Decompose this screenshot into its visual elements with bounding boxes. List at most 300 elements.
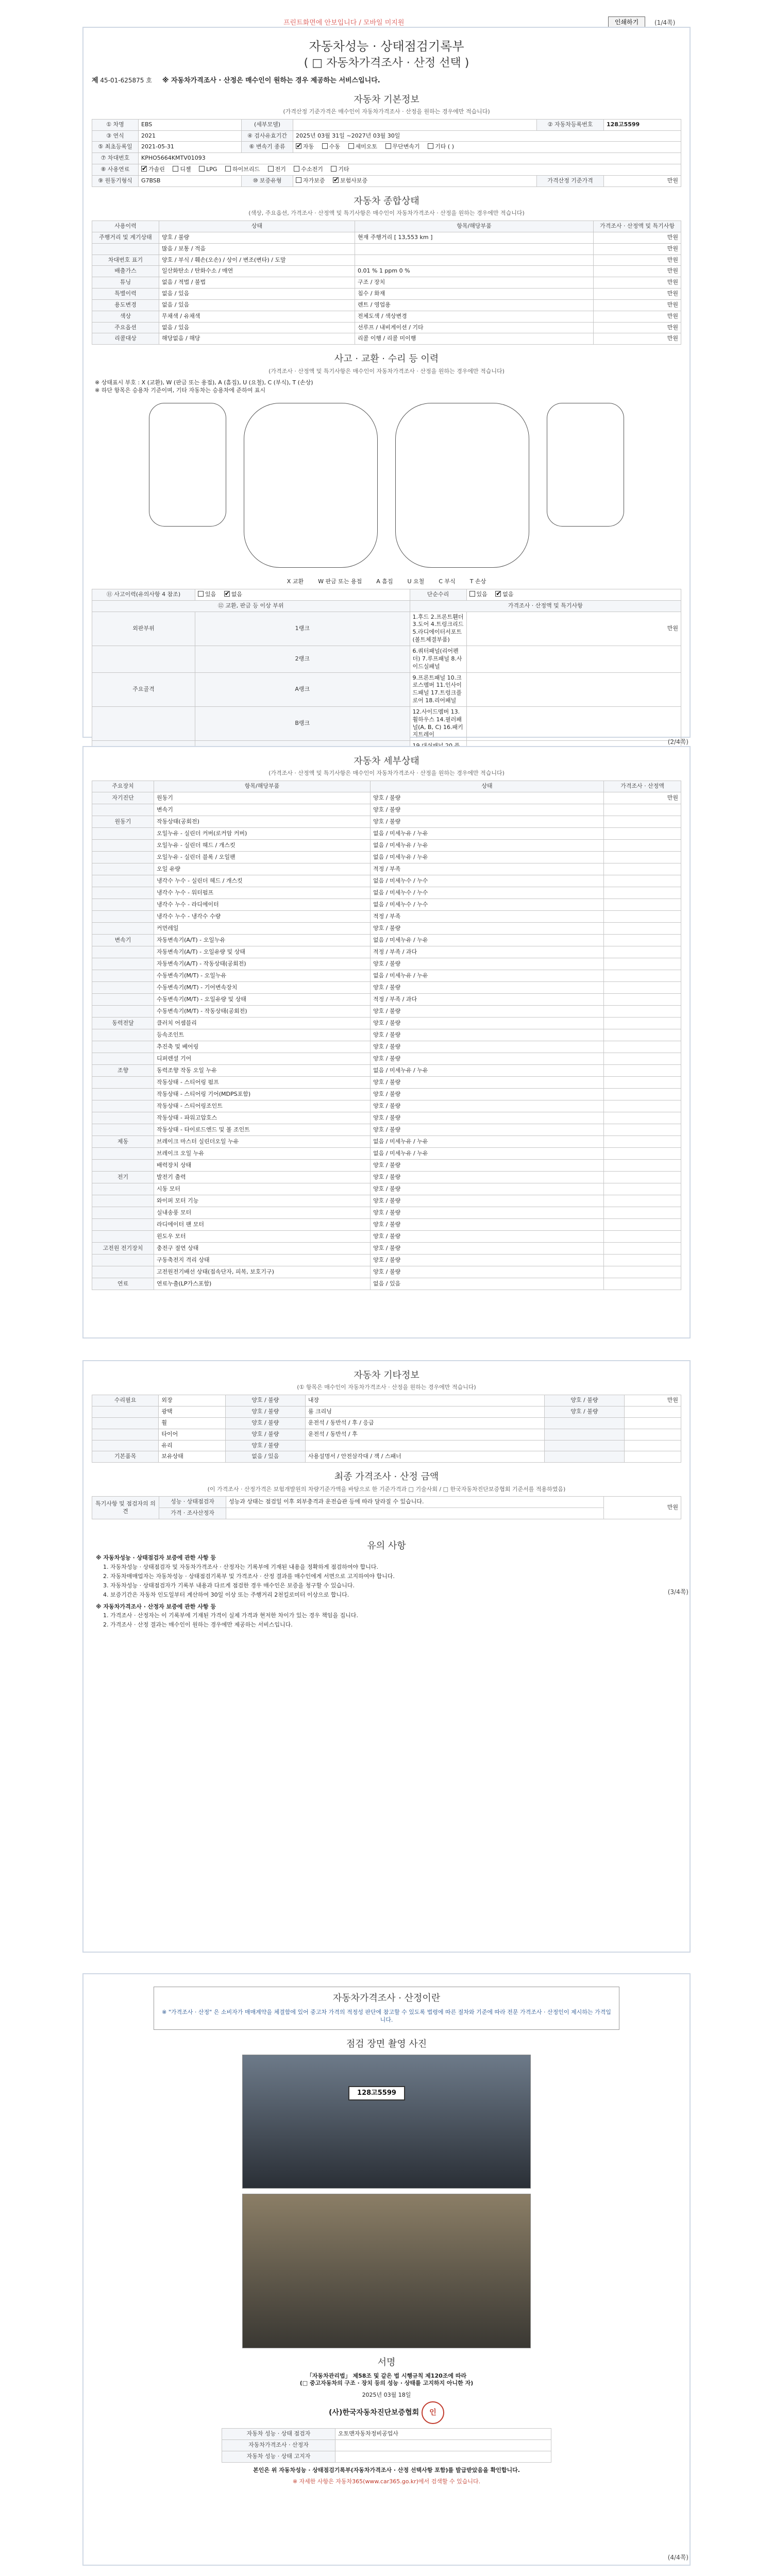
label-inspector: 성능 · 상태점검자 (159, 1497, 226, 1508)
opt-cvt: 무단변속기 (392, 143, 420, 150)
doc-number-row (92, 76, 681, 86)
label-car-name: ① 차명 (92, 119, 139, 130)
detail-cell (604, 875, 681, 887)
overall-cell (92, 243, 159, 255)
rank-items: 12.사이드멤버 13.휠하우스 14.필러패널(A, B, C) 16.패키지트레이 (410, 706, 466, 740)
detail-cell: 자동변속기(A/T) - 작동상태(공회전) (154, 958, 371, 970)
detail-cell (604, 1088, 681, 1100)
overall-cell: 많음 / 보통 / 적음 (159, 243, 355, 255)
overall-table (92, 221, 681, 345)
table-row (92, 706, 681, 740)
table-row (92, 255, 681, 266)
info-box-text: ※ "가격조사 · 산정" 은 소비자가 매매계약을 체결함에 있어 중고차 가격의 적정성 판단에 참고할 수 있도록 법령에 따른 절차와 기준에 따라 전문 가격조사 · 산정인이 제시하는 가격입니다. (162, 2009, 611, 2024)
table-row (92, 266, 681, 277)
detail-cell: 와이퍼 모터 기능 (154, 1195, 371, 1207)
rank-label: B랭크 (195, 706, 410, 740)
table-row (92, 1159, 681, 1171)
checkbox-icon (225, 166, 231, 172)
detail-cell (604, 1100, 681, 1112)
detail-cell: 양호 / 불량 (371, 1124, 604, 1136)
detail-cell: 자동변속기(A/T) - 오일유량 및 상태 (154, 946, 371, 958)
detail-cell: 윈도우 모터 (154, 1230, 371, 1242)
checkbox-icon (348, 143, 354, 149)
detail-cell: 디퍼렌셜 기어 (154, 1053, 371, 1064)
detail-cell: 변속기 (154, 804, 371, 816)
table-row (92, 1254, 681, 1266)
detail-cell: 수동변속기(M/T) - 오일유량 및 상태 (154, 993, 371, 1005)
rank-group (92, 706, 195, 740)
detail-cell: 없음 / 미세누유 / 누유 (371, 827, 604, 839)
detail-cell: 등속조인트 (154, 1029, 371, 1041)
sign-value (335, 2439, 551, 2451)
transmission-options (293, 142, 681, 153)
signature-footer: 본인은 위 자동차성능 · 상태점검기록부(자동차가격조사 · 산정 선택사항 포함)를 발급받았음을 확인합니다. (253, 2466, 520, 2473)
overall-cell: 무채색 / 유채색 (159, 311, 355, 322)
checkbox-icon (268, 166, 274, 172)
table-row (92, 1088, 681, 1100)
overall-title: 자동차 종합상태 (354, 195, 419, 207)
legend-item: W 판금 또는 용접 (318, 578, 362, 585)
other-cell: 양호 / 불량 (225, 1429, 305, 1440)
overall-cell: 만원 (594, 277, 681, 289)
car-frame-diagram (395, 403, 529, 568)
detail-cell: 양호 / 불량 (371, 1029, 604, 1041)
table-row (92, 1395, 681, 1406)
diagram-legend (92, 578, 681, 586)
detail-cell: 클러치 어셈블리 (154, 1017, 371, 1029)
detail-cell: 고전원 전기장치 (92, 1242, 154, 1254)
other-cell (544, 1429, 624, 1440)
detail-cell (604, 1183, 681, 1195)
table-row (92, 1076, 681, 1088)
table-row (92, 1029, 681, 1041)
label-transmission: ⑥ 변속기 종류 (242, 142, 293, 153)
col-header: 상태 (159, 221, 355, 232)
value-final-amount: 만원 (604, 1497, 681, 1519)
detail-cell (92, 1183, 154, 1195)
rank-price: 만원 (466, 612, 681, 646)
sign-value: 오토맨자동차정비공업사 (335, 2429, 551, 2440)
overall-cell: 배출가스 (92, 266, 159, 277)
notice-title: 유의 사항 (367, 1540, 406, 1552)
detail-cell: 추진축 및 베어링 (154, 1041, 371, 1053)
detail-cell: 없음 / 미세누유 / 누유 (371, 1136, 604, 1147)
rank-group (92, 646, 195, 672)
detail-cell: 양호 / 불량 (371, 1195, 604, 1207)
detail-cell: 양호 / 불량 (371, 922, 604, 934)
overall-cell: 만원 (594, 243, 681, 255)
detail-cell (92, 804, 154, 816)
detail-cell: 양호 / 불량 (371, 1005, 604, 1017)
detail-cell (92, 875, 154, 887)
detail-cell: 없음 / 있음 (371, 1278, 604, 1290)
table-row (92, 899, 681, 910)
basic-info-note: (가격산정 기준가격은 매수인이 자동차가격조사 · 산정을 원하는 경우에만 적습니다) (283, 108, 490, 115)
value-vin: KPHO5664KMTV01093 (139, 153, 681, 164)
detail-cell (92, 839, 154, 851)
table-row (92, 922, 681, 934)
table-row (92, 970, 681, 981)
notice-section-2 (92, 1601, 681, 1632)
rank-label: 2랭크 (195, 646, 410, 672)
detail-cell (604, 958, 681, 970)
detail-cell (604, 993, 681, 1005)
detail-cell (604, 946, 681, 958)
table-row (92, 612, 681, 646)
doc-no-label: 제 (92, 77, 98, 85)
col-header: 항목/해당부품 (355, 221, 594, 232)
opt-accident: 있음 (205, 590, 216, 598)
other-price (625, 1406, 681, 1417)
inspection-photo-under (242, 2194, 531, 2348)
detail-cell (604, 1017, 681, 1029)
detail-cell: 냉각수 누수 - 라디에이터 (154, 899, 371, 910)
detail-cell (92, 1088, 154, 1100)
opt-fuel: LPG (206, 166, 217, 173)
basic-info-title: 자동차 기본정보 (354, 94, 419, 105)
detail-cell (604, 981, 681, 993)
table-row (92, 1242, 681, 1254)
checkbox-icon (333, 177, 339, 183)
detail-cell: 양호 / 불량 (371, 1171, 604, 1183)
detail-cell: 작동상태 - 파워고압호스 (154, 1112, 371, 1124)
overall-cell: 만원 (594, 322, 681, 333)
other-cell: 양호 / 불량 (225, 1440, 305, 1451)
table-row (92, 1053, 681, 1064)
detail-cell: 양호 / 불량 (371, 1017, 604, 1029)
overall-cell: 구조 / 장치 (355, 277, 594, 289)
fuel-options (139, 164, 681, 176)
detail-cell: 냉각수 누수 - 실린더 헤드 / 개스킷 (154, 875, 371, 887)
other-table (92, 1395, 681, 1463)
other-title: 자동차 기타정보 (354, 1370, 419, 1381)
detail-cell (92, 887, 154, 899)
overall-cell: 선루프 / 내비게이션 / 기타 (355, 322, 594, 333)
detail-cell: 양호 / 불량 (371, 1159, 604, 1171)
final-title: 최종 가격조사 · 산정 금액 (334, 1471, 439, 1483)
photos-title: 점검 장면 촬영 사진 (346, 2038, 427, 2049)
detail-cell: 작동상태 - 스티어링 기어(MDPS포함) (154, 1088, 371, 1100)
detail-cell (92, 863, 154, 875)
other-cell: 양호 / 불량 (225, 1395, 305, 1406)
sign-label: 자동차 성능 · 상태 점검자 (222, 2429, 335, 2440)
overall-cell: 만원 (594, 266, 681, 277)
detail-cell: 자동변속기(A/T) - 오일누유 (154, 934, 371, 946)
table-row (92, 1183, 681, 1195)
table-row (92, 243, 681, 255)
col-header: 항목/해당부품 (154, 781, 371, 792)
table-row (92, 839, 681, 851)
table-row (92, 333, 681, 345)
table-row (92, 863, 681, 875)
col-header: 주요장치 (92, 781, 154, 792)
other-cell: 기본품목 (92, 1451, 159, 1463)
detail-cell: 원동기 (154, 792, 371, 804)
checkbox-icon (141, 166, 147, 172)
other-price (625, 1429, 681, 1440)
detail-cell (604, 1029, 681, 1041)
detail-cell: 적정 / 부족 / 과다 (371, 993, 604, 1005)
overall-cell: 양호 / 불량 (159, 232, 355, 243)
table-row (92, 804, 681, 816)
detail-cell (604, 1005, 681, 1017)
detail-cell: 연료누출(LP가스포함) (154, 1278, 371, 1290)
opt-warranty: 자가보증 (303, 177, 325, 184)
detail-cell: 양호 / 불량 (371, 792, 604, 804)
overall-cell: 양호 / 부식 / 훼손(오손) / 상이 / 변조(변타) / 도말 (159, 255, 355, 266)
detail-cell (604, 1242, 681, 1254)
other-cell: 보유상태 (159, 1451, 225, 1463)
detail-cell: 작동상태 - 스티어링조인트 (154, 1100, 371, 1112)
label-simple-repair: 단순수리 (410, 589, 466, 600)
final-note: (이 가격조사 · 산정가격은 보험개발원의 차량기준가액을 바탕으로 한 기준가격과 □ 기술사회 / □ 한국자동차진단보증협회 기준서를 적용하였음) (207, 1485, 566, 1493)
overall-cell: 렌트 / 영업용 (355, 299, 594, 311)
table-row (92, 958, 681, 970)
table-row (92, 311, 681, 322)
detail-table (92, 781, 681, 1290)
simple-options (466, 589, 681, 600)
value-appraiser-opinion (226, 1508, 604, 1519)
detail-cell (92, 958, 154, 970)
label-accident: ⑪ 사고이력(유의사항 4 참조) (92, 589, 195, 600)
opt-warranty: 보험사보증 (340, 177, 368, 184)
table-row (92, 1207, 681, 1218)
detail-cell (92, 910, 154, 922)
detail-cell (92, 851, 154, 863)
accident-options (195, 589, 410, 600)
overall-cell: 차대번호 표기 (92, 255, 159, 266)
doc-title: 자동차성능 · 상태점검기록부 (309, 39, 464, 54)
legend-item: X 교환 (287, 578, 304, 585)
detail-cell: 조향 (92, 1064, 154, 1076)
detail-cell (604, 1218, 681, 1230)
table-row (92, 827, 681, 839)
checkbox-icon (469, 591, 475, 597)
sign-value (335, 2451, 551, 2462)
table-row (92, 981, 681, 993)
detail-cell: 없음 / 미세누유 / 누유 (371, 839, 604, 851)
notice-heading: ※ 자동차성능 · 상태점검자 보증에 관한 사항 등 (96, 1554, 216, 1562)
table-row (92, 1041, 681, 1053)
detail-cell: 동력조향 작동 오일 누유 (154, 1064, 371, 1076)
detail-cell (604, 1124, 681, 1136)
value-inspection-valid: 2025년 03월 31일 ~2027년 03월 30일 (293, 130, 681, 142)
detail-cell: 배력장치 상태 (154, 1159, 371, 1171)
accident-note: (가격조사 · 산정액 및 특기사항은 매수인이 자동차가격조사 · 산정을 원하는 경우에만 적습니다) (268, 367, 505, 375)
value-plate: 128고5599 (604, 119, 681, 130)
table-row (92, 1005, 681, 1017)
table-row (92, 277, 681, 289)
overall-cell: 색상 (92, 311, 159, 322)
detail-cell (604, 1076, 681, 1088)
rank-items: 9.프론트패널 10.크로스멤버 11.인사이드패널 17.트렁크플로어 18.리어패널 (410, 672, 466, 706)
table-row (92, 1124, 681, 1136)
legend-item: A 흠집 (376, 578, 393, 585)
detail-cell (604, 839, 681, 851)
checkbox-icon (296, 177, 301, 183)
opt-fuel: 디젤 (180, 166, 191, 173)
legend-note-2: ※ 하단 항목은 승용차 기준이며, 기타 자동차는 승용차에 준하여 표시 (95, 387, 266, 394)
detail-cell: 변속기 (92, 934, 154, 946)
table-row (92, 646, 681, 672)
overall-note: (색상, 주요옵션, 가격조사 · 산정액 및 특기사항은 매수인이 자동차가격조사 · 산정을 원하는 경우에만 적습니다) (248, 210, 525, 217)
car-diagram (92, 396, 681, 575)
detail-cell: 양호 / 불량 (371, 816, 604, 827)
table-row (92, 792, 681, 804)
signature-company: (사)한국자동차진단보증협회 (329, 2409, 419, 2417)
col-header: 사용이력 (92, 221, 159, 232)
detail-cell: 오일누유 - 실린더 헤드 / 개스킷 (154, 839, 371, 851)
other-price (625, 1417, 681, 1429)
detail-cell (604, 1254, 681, 1266)
checkbox-icon (322, 143, 328, 149)
overall-cell: 침수 / 화재 (355, 289, 594, 300)
other-cell (544, 1451, 624, 1463)
record-card-2 (82, 738, 691, 1338)
overall-cell: 만원 (594, 232, 681, 243)
table-row (92, 1064, 681, 1076)
detail-cell: 양호 / 불량 (371, 1053, 604, 1064)
detail-note: (가격조사 · 산정액 및 특기사항은 매수인이 자동차가격조사 · 산정을 원하는 경우에만 적습니다) (268, 770, 505, 777)
other-cell (92, 1429, 159, 1440)
info-box (154, 1987, 619, 2030)
detail-cell (604, 887, 681, 899)
detail-cell (604, 934, 681, 946)
rank-items: 1.후드 2.프론트휀더 3.도어 4.트렁크리드 5.라디에이터서포트(볼트체결부품) (410, 612, 466, 646)
checkbox-icon (198, 591, 204, 597)
label-year: ③ 연식 (92, 130, 139, 142)
table-row (92, 232, 681, 243)
other-note: (① 항목은 매수인이 자동차가격조사 · 산정을 원하는 경우에만 적습니다) (297, 1384, 476, 1391)
notice-heading: ※ 자동차가격조사 · 산정자 보증에 관한 사항 등 (96, 1603, 216, 1610)
detail-cell (604, 1278, 681, 1290)
detail-cell: 작동상태 - 스티어링 펌프 (154, 1076, 371, 1088)
detail-cell (604, 1230, 681, 1242)
label-opinion: 특기사항 및 점검자의 의견 (92, 1497, 159, 1519)
col-header: 상태 (371, 781, 604, 792)
detail-cell: 오일누유 - 실린더 커버(로커암 커버) (154, 827, 371, 839)
table-row (92, 946, 681, 958)
rank-group: 외판부위 (92, 612, 195, 646)
label-accident-price: 가격조사 · 산정액 및 특기사항 (410, 600, 681, 612)
table-row (92, 1440, 681, 1451)
license-plate: 128고5599 (348, 2086, 405, 2100)
overall-cell: 만원 (594, 255, 681, 266)
detail-cell: 작동상태 - 타이로드엔드 및 볼 조인트 (154, 1124, 371, 1136)
overall-cell: 주행거리 및 계기상태 (92, 232, 159, 243)
other-cell: 양호 / 불량 (544, 1406, 624, 1417)
detail-cell: 전기 (92, 1171, 154, 1183)
detail-cell (92, 1005, 154, 1017)
other-cell: 광택 (159, 1406, 225, 1417)
label-repair: ⑫ 교환, 판금 등 이상 부위 (92, 600, 410, 612)
detail-title: 자동차 세부상태 (354, 756, 419, 767)
checkbox-icon (199, 166, 205, 172)
other-cell: 양호 / 불량 (544, 1395, 624, 1406)
value-year: 2021 (139, 130, 242, 142)
detail-cell (604, 804, 681, 816)
table-row (92, 1195, 681, 1207)
detail-cell: 라디에이터 팬 모터 (154, 1218, 371, 1230)
other-cell (92, 1417, 159, 1429)
opt-other: 기타 ( ) (435, 143, 455, 150)
table-row (92, 1266, 681, 1278)
detail-cell: 양호 / 불량 (371, 804, 604, 816)
record-card-1 (82, 27, 691, 738)
rank-label: A랭크 (195, 672, 410, 706)
label-detail-model: (세부모델) (242, 119, 293, 130)
inspection-photo-front (242, 2055, 531, 2189)
rank-price (466, 646, 681, 672)
top-bar (82, 0, 691, 27)
detail-cell (604, 910, 681, 922)
overall-cell: 일산화탄소 / 탄화수소 / 매연 (159, 266, 355, 277)
value-inspector-opinion: 성능과 상태는 점검일 이후 외부충격과 운전습관 등에 따라 달라질 수 있습니다. (226, 1497, 604, 1508)
overall-cell: 주요옵션 (92, 322, 159, 333)
notice-item: 1. 가격조사 · 산정자는 이 기록부에 기재된 가격이 실제 가격과 현저한 차이가 있는 경우 책임을 집니다. (110, 1612, 677, 1620)
other-price (625, 1440, 681, 1451)
signature-law-2: (□ 중고자동차의 구조 · 장치 등의 성능 · 상태를 고지하지 아니한 자) (299, 2380, 474, 2387)
detail-cell: 구동축전지 격리 상태 (154, 1254, 371, 1266)
notice-item: 4. 보증기간은 자동차 인도일부터 계산하여 30일 이상 또는 주행거리 2천킬로미터 이상으로 합니다. (110, 1591, 677, 1599)
detail-cell (92, 981, 154, 993)
table-row (92, 851, 681, 863)
detail-cell (92, 1159, 154, 1171)
detail-cell: 자기진단 (92, 792, 154, 804)
detail-cell: 충전구 절연 상태 (154, 1242, 371, 1254)
print-button[interactable]: 인쇄하기 (608, 16, 645, 28)
car-side-left-diagram (149, 403, 226, 527)
opt-fuel: 수소전기 (301, 166, 323, 173)
detail-cell: 만원 (604, 792, 681, 804)
legend-item: U 요철 (407, 578, 425, 585)
seal-stamp: 인 (422, 2401, 444, 2424)
detail-cell: 양호 / 불량 (371, 1242, 604, 1254)
other-cell: 내장 (305, 1395, 544, 1406)
page-number: (1/4쪽) (654, 19, 676, 26)
detail-cell (92, 1230, 154, 1242)
detail-cell: 연료 (92, 1278, 154, 1290)
detail-cell (92, 1029, 154, 1041)
detail-cell (92, 1147, 154, 1159)
legend-item: T 손상 (469, 578, 486, 585)
table-row (92, 322, 681, 333)
other-price (625, 1451, 681, 1463)
overall-cell: 리콜대상 (92, 333, 159, 345)
detail-cell: 양호 / 불량 (371, 1207, 604, 1218)
detail-cell: 양호 / 불량 (371, 1218, 604, 1230)
opt-fuel: 가솔린 (148, 166, 165, 173)
table-row (92, 875, 681, 887)
detail-cell: 수동변속기(M/T) - 기어변속장치 (154, 981, 371, 993)
warranty-options (293, 175, 537, 187)
overall-cell: 현재 주행거리 [ 13,553 km ] (355, 232, 594, 243)
detail-cell (604, 827, 681, 839)
page-number: (2/4쪽) (667, 738, 688, 745)
label-warranty: ⑩ 보증유형 (242, 175, 293, 187)
detail-cell (604, 1207, 681, 1218)
other-cell: 수리필요 (92, 1395, 159, 1406)
overall-cell (355, 243, 594, 255)
detail-cell: 없음 / 미세누수 / 누수 (371, 875, 604, 887)
opt-auto: 자동 (303, 143, 314, 150)
detail-cell: 원동기 (92, 816, 154, 827)
table-row (92, 1278, 681, 1290)
detail-cell: 없음 / 미세누유 / 누유 (371, 851, 604, 863)
page-number: (4/4쪽) (667, 2553, 688, 2561)
detail-cell (604, 1171, 681, 1183)
detail-cell (604, 1064, 681, 1076)
